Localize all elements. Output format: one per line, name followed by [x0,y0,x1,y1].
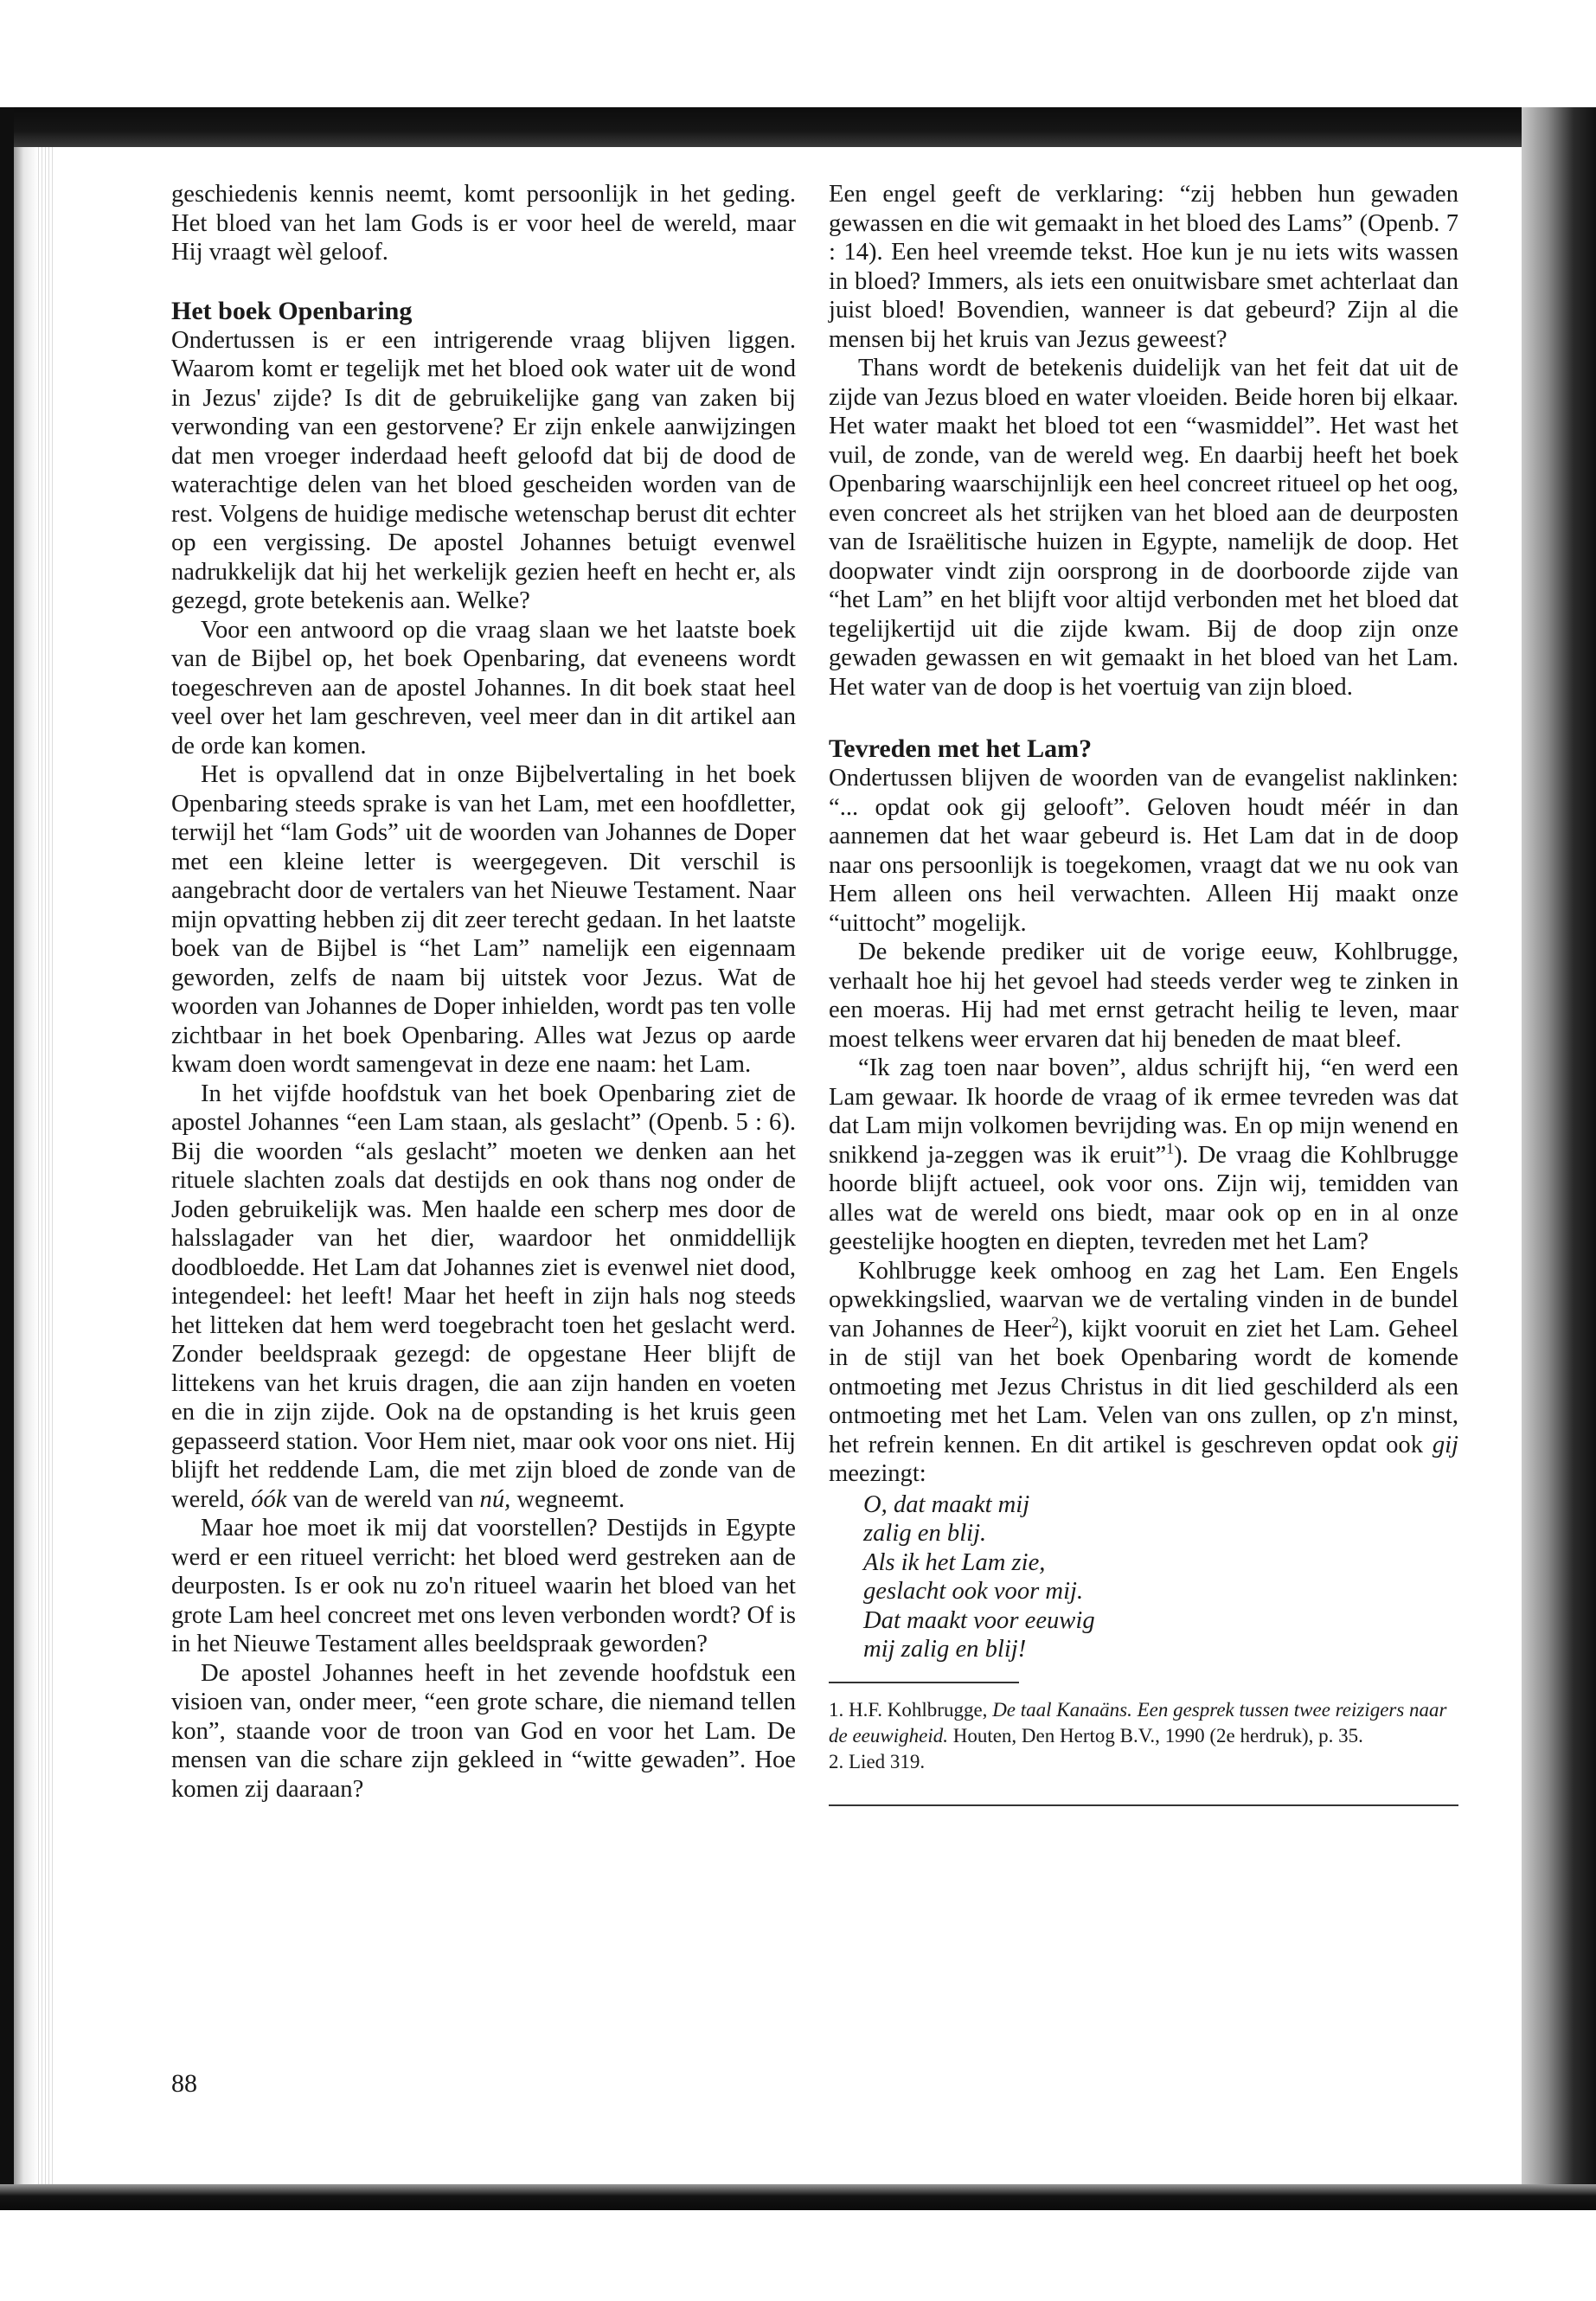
paragraph: Thans wordt de betekenis duidelijk van het feit dat uit de zijde van Jezus bloed en water vloeiden. Beide horen bij elkaar. Het water maakt het bloed tot een “wasmiddel”. Het wast het vuil, de zonde, van de wereld weg. En daarbij heeft het boek Openbaring waarschijnlijk een heel concreet ritueel op het oog, even concreet als het strijken van het bloed aan de deurposten van de Israëlitische huizen in Egypte, namelijk de doop. Het doopwater vindt zijn oorsprong in de doorboorde zijde van “het Lam” en het blijft voor altijd verbonden met het bloed dat tegelijkertijd uit die zijde kwam. Bij de doop zijn onze gewaden gewassen en wit gemaakt in het bloed van het Lam. Het water van de doop is het voertuig van zijn bloed. [829,355,1458,701]
paragraph [171,1080,796,1515]
scan-border-left [0,107,14,2201]
paragraph: geschiedenis kennis neemt, komt persoonlijk in het geding. Het bloed van het lam Gods is er voor heel de wereld, maar Hij vraagt wèl geloof. [171,181,796,266]
paragraph: Het is opvallend dat in onze Bijbelvertaling in het boek Openbaring steeds sprake is van het Lam, met een hoofdletter, terwijl het “lam Gods” uit de woorden van Johannes de Doper met een kleine letter is weergegeven. Dit verschil is aangebracht door de vertalers van het Nieuwe Testament. Naar mijn opvatting hebben zij dit zeer terecht gedaan. In het laatste boek van de Bijbel is “het Lam” namelijk een eigennaam geworden, zelfs de naam bij uitstek voor Jezus. Wat de woorden van Johannes de Doper inhielden, wordt pas ten volle zichtbaar in het boek Openbaring. Alles wat Jezus op aarde kwam doen wordt samengevat in deze ene naam: het Lam. [171,761,796,1078]
footnote-ref: 2 [1051,1312,1060,1330]
text-run: “Ik zag toen naar boven”, aldus schrijft hij, “en werd een Lam gewaar. Ik hoorde de vraag of ik ermee tevreden was dat dat Lam mijn volkomen bevrijding was. En op mijn wenend en snikkend ja-zeggen was ik eruit” [829,1054,1458,1169]
text-run: meezingt: [829,1460,926,1487]
poem-refrain [863,1490,1458,1664]
poem-line: O, dat maakt mij [863,1490,1030,1518]
paragraph: Ondertussen is er een intrigerende vraag blijven liggen. Waarom komt er tegelijk met het bloed ook water uit de wond in Jezus' zijde? Is dit de gebruikelijke gang van zaken bij verwonding van een gestorvene? Er zijn enkele aanwijzingen dat men vroeger inderdaad heeft geloofd dat bij de dood de waterachtige delen van het bloed gescheiden worden van de rest. Volgens de huidige medische wetenschap berust dit echter op een vergissing. De apostel Johannes betuigt evenwel nadrukkelijk dat hij het werkelijk gezien heeft en hecht er, als gezegd, grote betekenis aan. Welke? [171,326,796,614]
page-edge-left [14,147,38,2193]
emphasis: nú, [479,1485,511,1513]
text-run: ), kijkt vooruit en ziet het Lam. Geheel in de stijl van het boek Openbaring wordt de komende ontmoeting met Jezus Christus in dit lied geschilderd als een ontmoeting met het Lam. Velen van ons zullen, op z'n minst, het refrein kennen. En dit artikel is geschreven opdat ook [829,1315,1458,1458]
poem-line: mij zalig en blij! [863,1636,1027,1663]
footnote-title: De taal Kanaäns. Een gesprek tussen twee reizigers naar de eeuwigheid. [829,1698,1447,1747]
paragraph: Ondertussen blijven de woorden van de evangelist naklinken: “... opdat ook gij gelooft”. Geloven houdt méér in dan aannemen dat het waar gebeurd is. Het Lam dat in de doop naar ons persoonlijk is toegekomen, vraagt dat we nu ook van Hem alleen ons heil verwachten. Alleen Hij maakt onze “uittocht” mogelijk. [829,765,1458,937]
page-number: 88 [171,2069,197,2098]
poem-line: Dat maakt voor eeuwig [863,1606,1095,1634]
paragraph [829,1054,1458,1257]
emphasis: gij [1432,1431,1458,1458]
scan-margin-top [0,0,1596,107]
footnote-1 [829,1697,1458,1749]
section-heading-tevreden: Tevreden met het Lam? [829,734,1093,763]
scan-border-top [0,107,1596,147]
paragraph: Een engel geeft de verklaring: “zij hebben hun gewaden gewassen en die wit gemaakt in het bloed des Lams” (Openb. 7 : 14). Een heel vreemde tekst. Hoe kun je nu iets wits wassen in bloed? Immers, als iets een onuitwisbare smet achterlaat dan juist bloed! Bovendien, wanneer is dat gebeurd? Zijn al die mensen bij het kruis van Jezus geweest? [829,181,1458,353]
footnote-ref: 1 [1166,1138,1174,1157]
poem-line: zalig en blij. [863,1520,987,1547]
paragraph: Maar hoe moet ik mij dat voorstellen? Destijds in Egypte werd er een ritueel verricht: het bloed werd gestreken aan de deurposten. Is er ook nu zo'n ritueel waarin het bloed van het grote Lam heel concreet met ons leven verbonden wordt? Of is in het Nieuwe Testament alles beeldspraak geworden? [171,1515,796,1657]
bottom-rule [829,1804,1458,1806]
paragraph: De apostel Johannes heeft in het zevende hoofdstuk een visioen van, onder meer, “een grote schare, die niemand tellen kon”, staande voor de troon van God en voor het Lam. De mensen van die schare zijn gekleed in “witte gewaden”. Hoe komen zij daaraan? [171,1659,796,1803]
page-edge-lines [38,147,55,2193]
scan-border-right [1522,107,1596,2201]
scan-margin-bottom [0,2210,1596,2301]
emphasis: óók [251,1485,287,1513]
footnote-divider [829,1682,1019,1683]
text-run: wegneemt. [516,1485,625,1513]
text-run: Houten, Den Hertog B.V., 1990 (2e herdruk), p. 35. [952,1724,1363,1747]
text-run: Kohlbrugge keek omhoog en zag het Lam. Een Engels opwekkingslied, waarvan we de vertaling vinden in de bundel van Johannes de Heer [829,1257,1458,1343]
section-heading-openbaring: Het boek Openbaring [171,296,413,325]
scan-border-bottom [0,2184,1596,2210]
poem-line: Als ik het Lam zie, [863,1548,1046,1576]
paragraph: De bekende prediker uit de vorige eeuw, Kohlbrugge, verhaalt hoe hij het gevoel had steeds verder weg te zinken in een moeras. Hij had met ernst getracht heilig te leven, maar moest telkens weer ervaren dat hij beneden de maat bleef. [829,939,1458,1053]
text-run: van de wereld van [292,1485,474,1513]
poem-line: geslacht ook voor mij. [863,1578,1084,1605]
paragraph: Voor een antwoord op die vraag slaan we het laatste boek van de Bijbel op, het boek Openbaring, dat eveneens wordt toegeschreven aan de apostel Johannes. In dit boek staat heel veel over het lam geschreven, veel meer dan in dit artikel aan de orde kan komen. [171,616,796,760]
text-run: 1. H.F. Kohlbrugge, [829,1698,988,1721]
text-run: ). De vraag die Kohlbrugge hoorde blijft actueel, ook voor ons. Zijn wij, temidden van alles wat de wereld ons biedt, maar ook op en in al onze geestelijke hoogten en diepten, tevreden met het Lam? [829,1141,1458,1255]
footnote-2: 2. Lied 319. [829,1750,926,1772]
footnotes [829,1697,1458,1775]
left-column [171,180,796,1804]
right-column [829,180,1458,1806]
paragraph [829,1257,1458,1489]
text-run: In het vijfde hoofdstuk van het boek Openbaring ziet de apostel Johannes “een Lam staan, als geslacht” (Openb. 5 : 6). Bij die woorden “als geslacht” moeten we denken aan het rituele slachten zoals dat destijds en ook thans nog onder de Joden gebruikelijk was. Men haalde een scherp mes door de halsslagader van het dier, waardoor het onmiddellijk doodbloedde. Het Lam dat Johannes ziet is evenwel niet dood, integendeel: het leeft! Maar het heeft in zijn hals nog steeds het litteken dat hem werd toegebracht toen het geslacht werd. Zonder beeldspraak gezegd: de opgestane Heer blijft de littekens van het kruis dragen, die aan zijn handen en voeten en die in zijn zijde. Ook na de opstanding is het kruis geen gepasseerd station. Voor Hem niet, maar ook voor ons niet. Hij blijft het reddende Lam, die met zijn bloed de zonde van de wereld, [171,1080,796,1513]
